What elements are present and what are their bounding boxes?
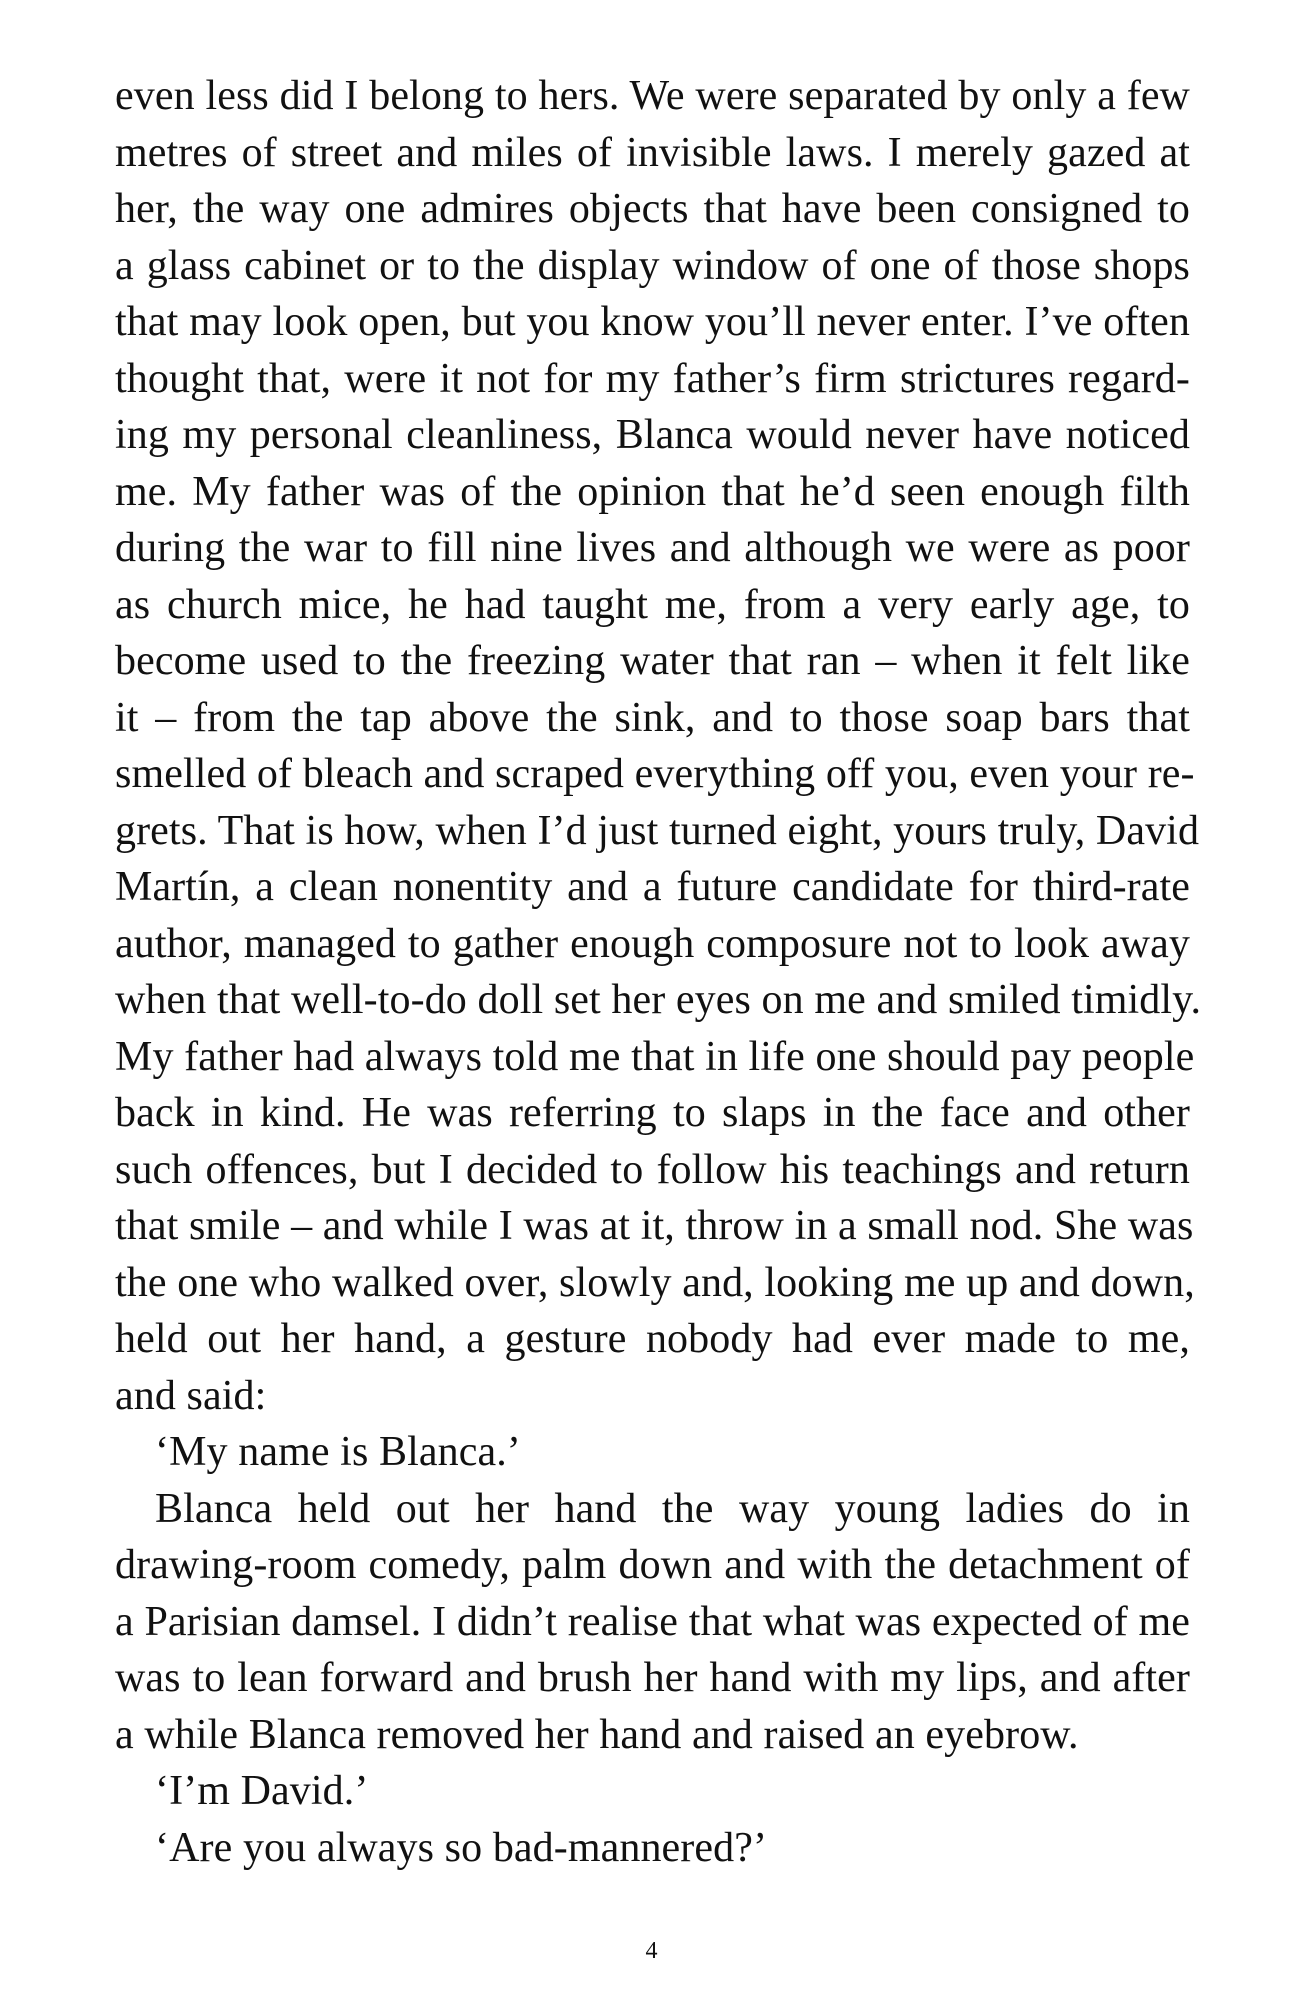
text-line: become used to the freezing water that ran – when it felt like: [115, 638, 1190, 684]
text-line: even less did I belong to hers. We were separated by only a few: [115, 73, 1190, 119]
text-line: held out her hand, a gesture nobody had ever made to me,: [115, 1316, 1190, 1362]
text-line: during the war to fill nine lives and although we were as poor: [115, 525, 1190, 571]
text-line: ing my personal cleanliness, Blanca would never have noticed: [115, 412, 1190, 458]
text-line: me. My father was of the opinion that he’d seen enough filth: [115, 468, 1190, 515]
page-number: 4: [645, 1938, 658, 1964]
text-line: a while Blanca removed her hand and raised an eyebrow.: [115, 1711, 1079, 1758]
text-line: drawing-room comedy, palm down and with the detachment of: [115, 1542, 1190, 1588]
text-line: was to lean forward and brush her hand with my lips, and after: [115, 1655, 1190, 1701]
text-line: that may look open, but you know you’ll never enter. I’ve often: [115, 299, 1190, 345]
text-line: her, the way one admires objects that have been consigned to: [115, 186, 1190, 232]
dialogue-line: ‘I’m David.’: [155, 1768, 369, 1814]
body-text: [115, 68, 1202, 1876]
dialogue-line: ‘Are you always so bad-mannered?’: [155, 1824, 768, 1871]
text-line: that smile – and while I was at it, throw in a small nod. She was: [115, 1203, 1194, 1249]
text-line: it – from the tap above the sink, and to those soap bars that: [115, 694, 1190, 741]
text-line: and said:: [115, 1372, 267, 1419]
text-line: Martín, a clean nonentity and a future candidate for third-rate: [115, 864, 1190, 910]
text-line: as church mice, he had taught me, from a very early age, to: [115, 581, 1190, 628]
dialogue-line: ‘My name is Blanca.’: [155, 1429, 521, 1475]
text-line: a glass cabinet or to the display window of one of those shops: [115, 242, 1190, 289]
text-line: back in kind. He was referring to slaps in the face and other: [115, 1090, 1190, 1136]
text-line: the one who walked over, slowly and, looking me up and down,: [115, 1259, 1195, 1306]
text-line: grets. That is how, when I’d just turned eight, yours truly, David: [115, 807, 1200, 854]
text-line: such offences, but I decided to follow his teachings and return: [115, 1146, 1190, 1193]
text-line: thought that, were it not for my father’s firm strictures regard-: [115, 355, 1190, 402]
text-line: a Parisian damsel. I didn’t realise that what was expected of me: [115, 1598, 1190, 1645]
text-line: smelled of bleach and scraped everything off you, even your re-: [115, 751, 1195, 797]
text-line: metres of street and miles of invisible laws. I merely gazed at: [115, 129, 1190, 176]
text-line: when that well-to-do doll set her eyes on me and smiled timidly.: [115, 977, 1202, 1023]
text-line: author, managed to gather enough composure not to look away: [115, 920, 1190, 967]
text-line: Blanca held out her hand the way young ladies do in: [155, 1485, 1190, 1532]
text-line: My father had always told me that in life one should pay people: [115, 1033, 1195, 1080]
